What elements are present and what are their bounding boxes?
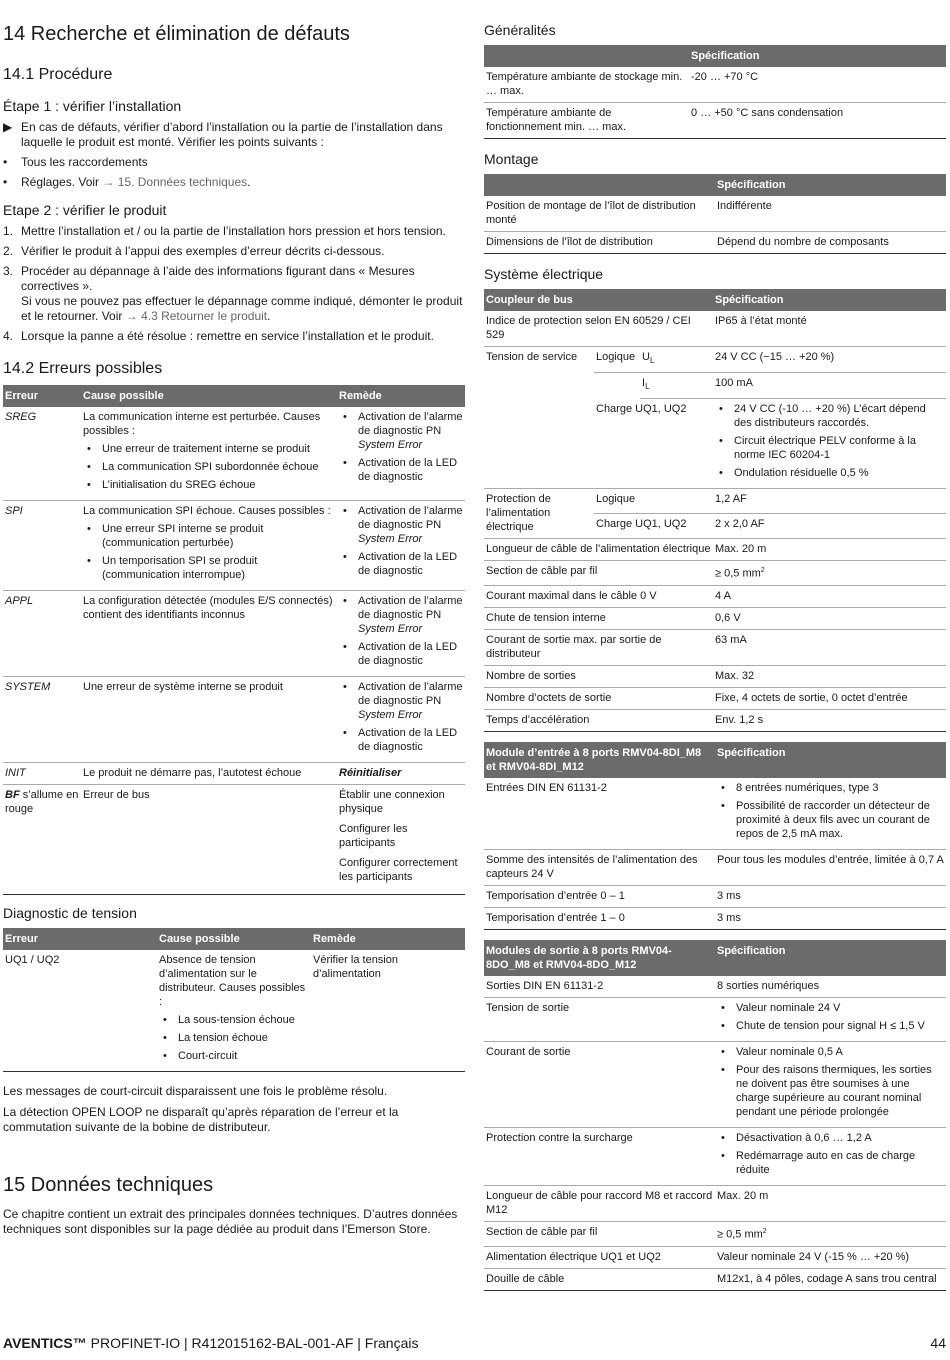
table-row: Indice de protection selon EN 60529 / CEI 529 IP65 à l’état monté: [484, 311, 946, 347]
table-row: Longueur de câble de l’alimentation électrique Max. 20 m: [484, 539, 946, 561]
mounting-title: Montage: [484, 151, 539, 167]
bullet-icon: •: [3, 175, 8, 189]
step-item: 3. Procéder au dépannage à l’aide des informations figurant dans « Mesures correctives ». Si vous ne pouvez pas effectuer le dépannage comme indiqué, démonter le produit et le retourner. Voir → 4.3 Retourner le produit.: [3, 264, 463, 323]
table-row: Chute de tension interne 0,6 V: [484, 608, 946, 630]
table-row: Température ambiante de fonctionnement min. … max. 0 … +50 °C sans condensation: [484, 103, 946, 139]
step1-bullet-2: Réglages. Voir → 15. Données techniques.: [21, 175, 251, 189]
step1-title: Étape 1 : vérifier l’installation: [3, 98, 182, 114]
step1-block: [3, 120, 465, 190]
table-row: $I_L$ 100 mA: [484, 373, 946, 399]
table-row: Température ambiante de stockage min. … max. -20 … +70 °C: [484, 67, 946, 103]
general-table: Spécification Température ambiante de stockage min. … max. -20 … +70 °C Température ambiante de fonctionnement min. … max. 0 … +50 °C sans condensation: [484, 45, 946, 139]
chapter-15-title: 15 Données techniques: [3, 1174, 214, 1196]
table-row: Tension de service Logique $U_L$ 24 V CC (−15 … +20 %): [484, 347, 946, 373]
chapter-14-title: 14 Recherche et élimination de défauts: [3, 23, 350, 45]
table-row: Courant de sortie • Valeur nominale 0,5 A • Pour des raisons thermiques, les sorties ne doivent pas être soumises à une charge supérieure au courant nominal pendant une période prolongée: [484, 1042, 946, 1128]
table-row: Douille de câble M12x1, à 4 pôles, codage A sans trou central: [484, 1268, 946, 1290]
note-open-loop: La détection OPEN LOOP ne disparaît qu’après réparation de l’erreur et la commutation suivante de la bobine de distributeur.: [3, 1105, 399, 1134]
left-column: [3, 20, 465, 1237]
table-row: Somme des intensités de l’alimentation des capteurs 24 V Pour tous les modules d’entrée, limitée à 0,7 A: [484, 850, 946, 886]
action-arrow-icon: ▶: [3, 120, 13, 134]
table-row: Section de câble par fil ≥ 0,5 $mm^2$: [484, 1222, 946, 1247]
table-row: Sorties DIN EN 61131-2 8 sorties numériques: [484, 976, 946, 998]
table-row: Charge UQ1, UQ2 2 x 2,0 AF: [484, 514, 946, 539]
table-row: Alimentation électrique UQ1 et UQ2 Valeur nominale 24 V (-15 % … +20 %): [484, 1246, 946, 1268]
table-row: Charge UQ1, UQ2 • 24 V CC (-10 … +20 %) L’écart dépend des distributeurs raccordés. • Circuit électrique PELV conforme à la norme IEC 60204-1 • Ondulation résiduelle 0,5 %: [484, 399, 946, 489]
general-title: Généralités: [484, 22, 556, 38]
step-item: 4. Lorsque la panne a été résolue : remettre en service l’installation et le produit.: [3, 329, 434, 343]
page-footer: [3, 1335, 946, 1351]
table-row: Temporisation d’entrée 1 – 0 3 ms: [484, 908, 946, 930]
section-14-1-title: 14.1 Procédure: [3, 66, 113, 83]
footer-doc-info: AVENTICS™ PROFINET-IO | R412015162-BAL-001-AF | Français: [3, 1335, 419, 1351]
table-row: Position de montage de l’îlot de distribution monté Indifférente: [484, 196, 946, 232]
table-row: Tension de sortie • Valeur nominale 24 V • Chute de tension pour signal H ≤ 1,5 V: [484, 998, 946, 1042]
diag-table: [3, 928, 465, 1072]
bullet-icon: •: [3, 155, 8, 169]
table-row: Dimensions de l’îlot de distribution Dépend du nombre de composants: [484, 232, 946, 254]
chapter-15-text: Ce chapitre contient un extrait des principales données techniques. D’autres données techniques sont disponibles sur la page dédiée au produit dans l’Emerson Store.: [3, 1207, 458, 1236]
right-column: [484, 20, 946, 1291]
link-return-product[interactable]: → 4.3 Retourner le produit: [125, 309, 268, 323]
table-row: UQ1 / UQ2 Absence de tension d’alimentation sur le distributeur. Causes possibles : • La sous-tension échoue • La tension échoue • Court-circuit Vérifier la tension d’alimentation: [3, 950, 465, 1072]
table-row: Temporisation d’entrée 0 – 1 3 ms: [484, 886, 946, 908]
table-row: Entrées DIN EN 61131-2 • 8 entrées numériques, type 3 • Possibilité de raccorder un détecteur de proximité à deux fils avec un courant de repos de 2,5 mA max.: [484, 778, 946, 850]
table-row: SPI La communication SPI échoue. Causes possibles : • Une erreur SPI interne se produit (communication perturbée) • Un temporisation SPI se produit (communication interrompue) • Activation de l’alarme de diagnostic PN System Error • Activation de la LED de diagnostic: [3, 501, 465, 591]
step1-bullet-1: Tous les raccordements: [21, 155, 148, 169]
table-row: SYSTEM Une erreur de système interne se produit • Activation de l’alarme de diagnostic PN System Error • Activation de la LED de diagnostic: [3, 677, 465, 763]
electrical-table: Coupleur de bus Spécification Indice de protection selon EN 60529 / CEI 529 IP65 à l’état monté Tension de service Logique $U_L$ 24 V CC (−15 … +20 %) $I_L$ 100 mA Charge UQ1, UQ2 • 24 V CC (-10 … +20 %) L’écart dépend des distributeurs raccordés. • Circuit électrique PELV conforme à la norme IEC 60204-1 • Ondulation résiduelle 0,5 % Protection de l’alimentation électrique Logique 1,2 AF Charge UQ1, UQ2 2 x 2,0 AF Longueur de câble de l’alimentation électrique Max. 20 m Section de câble par fil ≥ 0,5 $mm^2$ Courant maximal dans le câble 0 V 4 A Chute de tension interne 0,6 V Courant de sortie max. par sortie de distributeur 63 mA Nombre de sorties Max. 32 Nombre d’octets de sortie Fixe, 4 octets de sortie, 0 octet d’entrée Temps d’accélération Env. 1,2 s: [484, 289, 946, 732]
step2-title: Etape 2 : vérifier le produit: [3, 202, 167, 218]
table-row: Temps d’accélération Env. 1,2 s: [484, 710, 946, 732]
table-row: SREG La communication interne est perturbée. Causes possibles : • Une erreur de traitement interne se produit • La communication SPI subordonnée échoue • L’initialisation du SREG échoue • Activation de l’alarme de diagnostic PN System Error • Activation de la LED de diagnostic: [3, 407, 465, 501]
table-row: Courant maximal dans le câble 0 V 4 A: [484, 586, 946, 608]
table-row: Longueur de câble pour raccord M8 et raccord M12 Max. 20 m: [484, 1186, 946, 1222]
step-item: 2. Vérifier le produit à l’appui des exemples d’erreur décrits ci-dessous.: [3, 244, 385, 258]
errors-table-header: Erreur Cause possible Remède: [3, 385, 465, 407]
brand-name: AVENTICS™: [3, 1335, 87, 1351]
output-module-table: Modules de sortie à 8 ports RMV04-8DO_M8 et RMV04-8DO_M12 Spécification Sorties DIN EN 61131-2 8 sorties numériques Tension de sortie • Valeur nominale 24 V • Chute de tension pour signal H ≤ 1,5 V Courant de sortie • Valeur nominale 0,5 A • Pour des raisons thermiques, les sorties ne doivent pas être soumises à une charge supérieure au courant nominal pendant une période prolongée Protection contre la surcharge • Désactivation à 0,6 … 1,2 A • Redémarrage auto en cas de charge réduite Longueur de câble pour raccord M8 et raccord M12 Max. 20 m Section de câble par fil ≥ 0,5 $mm^2$ Alimentation électrique UQ1 et UQ2 Valeur nominale 24 V (-15 % … +20 %) Douille de câble M12x1, à 4 pôles, codage A sans trou central: [484, 940, 946, 1291]
table-row: Nombre d’octets de sortie Fixe, 4 octets de sortie, 0 octet d’entrée: [484, 688, 946, 710]
table-row: BF s’allume en rouge Erreur de bus Établir une connexion physique Configurer les participants Configurer correctement les participants: [3, 785, 465, 895]
table-row: Nombre de sorties Max. 32: [484, 666, 946, 688]
step2-list: [3, 224, 465, 344]
input-module-table: Module d’entrée à 8 ports RMV04-8DI_M8 et RMV04-8DI_M12 Spécification Entrées DIN EN 61131-2 • 8 entrées numériques, type 3 • Possibilité de raccorder un détecteur de proximité à deux fils avec un courant de repos de 2,5 mA max. Somme des intensités de l’alimentation des capteurs 24 V Pour tous les modules d’entrée, limitée à 0,7 A Temporisation d’entrée 0 – 1 3 ms Temporisation d’entrée 1 – 0 3 ms: [484, 742, 946, 930]
link-technical-data[interactable]: → 15. Données techniques: [102, 175, 248, 189]
mounting-table: Spécification Position de montage de l’îlot de distribution monté Indifférente Dimensions de l’îlot de distribution Dépend du nombre de composants: [484, 174, 946, 254]
table-row: APPL La configuration détectée (modules E/S connectés) contient des identifiants inconnus • Activation de l’alarme de diagnostic PN System Error • Activation de la LED de diagnostic: [3, 591, 465, 677]
table-row: INIT Le produit ne démarre pas, l’autotest échoue Réinitialiser: [3, 763, 465, 785]
diag-title: Diagnostic de tension: [3, 905, 137, 921]
step1-text: En cas de défauts, vérifier d’abord l’installation ou la partie de l’installation dans laquelle le produit est monté. Vérifier les points suivants :: [21, 120, 443, 149]
diag-table-header: Erreur Cause possible Remède: [3, 928, 465, 950]
electrical-title: Système électrique: [484, 266, 604, 282]
table-row: Courant de sortie max. par sortie de distributeur 63 mA: [484, 630, 946, 666]
errors-table: [3, 385, 465, 895]
table-row: Protection contre la surcharge • Désactivation à 0,6 … 1,2 A • Redémarrage auto en cas de charge réduite: [484, 1128, 946, 1186]
step-item: 1. Mettre l’installation et / ou la partie de l’installation hors pression et hors tension.: [3, 224, 446, 238]
section-14-2-title: 14.2 Erreurs possibles: [3, 360, 163, 377]
table-row: Protection de l’alimentation électrique Logique 1,2 AF: [484, 489, 946, 514]
page-number: 44: [930, 1335, 946, 1351]
table-row: Section de câble par fil ≥ 0,5 $mm^2$: [484, 561, 946, 586]
note-short-circuit: Les messages de court-circuit disparaissent une fois le problème résolu.: [3, 1084, 388, 1098]
